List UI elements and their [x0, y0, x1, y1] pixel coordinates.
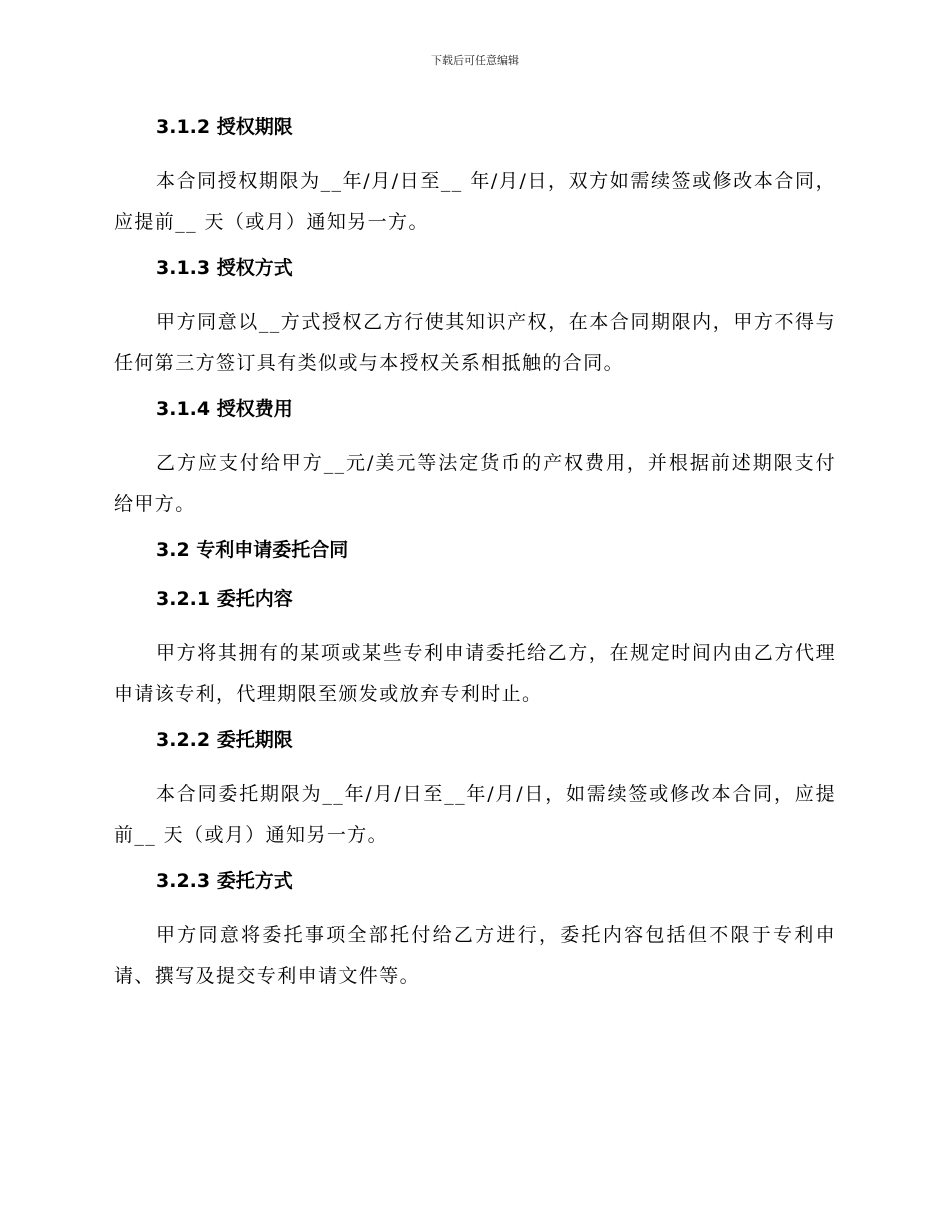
section-heading-3-1-2: 3.1.2 授权期限 [156, 116, 293, 138]
section-heading-3-1-3: 3.1.3 授权方式 [156, 257, 293, 279]
page-header: 下载后可任意编辑 [431, 54, 519, 67]
section-heading-3-2: 3.2 专利申请委托合同 [156, 539, 349, 561]
section-heading-3-1-4: 3.1.4 授权费用 [156, 398, 293, 420]
section-heading-3-2-2: 3.2.2 委托期限 [156, 729, 293, 751]
section-heading-3-2-3: 3.2.3 委托方式 [156, 870, 293, 892]
section-paragraph-3-1-2: 本合同授权期限为__年/月/日至__ 年/月/日，双方如需续签或修改本合同，应提前__ 天（或月）通知另一方。 [114, 170, 836, 233]
section-heading-3-2-1: 3.2.1 委托内容 [156, 588, 293, 610]
section-paragraph-3-2-2: 本合同委托期限为__年/月/日至__年/月/日，如需续签或修改本合同，应提前__ 天（或月）通知另一方。 [114, 783, 836, 846]
section-paragraph-3-2-1: 甲方将其拥有的某项或某些专利申请委托给乙方，在规定时间内由乙方代理申请该专利，代理期限至颁发或放弃专利时止。 [114, 642, 836, 705]
section-paragraph-3-1-3: 甲方同意以__方式授权乙方行使其知识产权，在本合同期限内，甲方不得与任何第三方签订具有类似或与本授权关系相抵触的合同。 [114, 311, 836, 374]
section-paragraph-3-2-3: 甲方同意将委托事项全部托付给乙方进行，委托内容包括但不限于专利申请、撰写及提交专利申请文件等。 [114, 924, 836, 987]
document-body [114, 112, 836, 1007]
section-paragraph-3-1-4: 乙方应支付给甲方__元/美元等法定货币的产权费用，并根据前述期限支付给甲方。 [114, 452, 836, 515]
